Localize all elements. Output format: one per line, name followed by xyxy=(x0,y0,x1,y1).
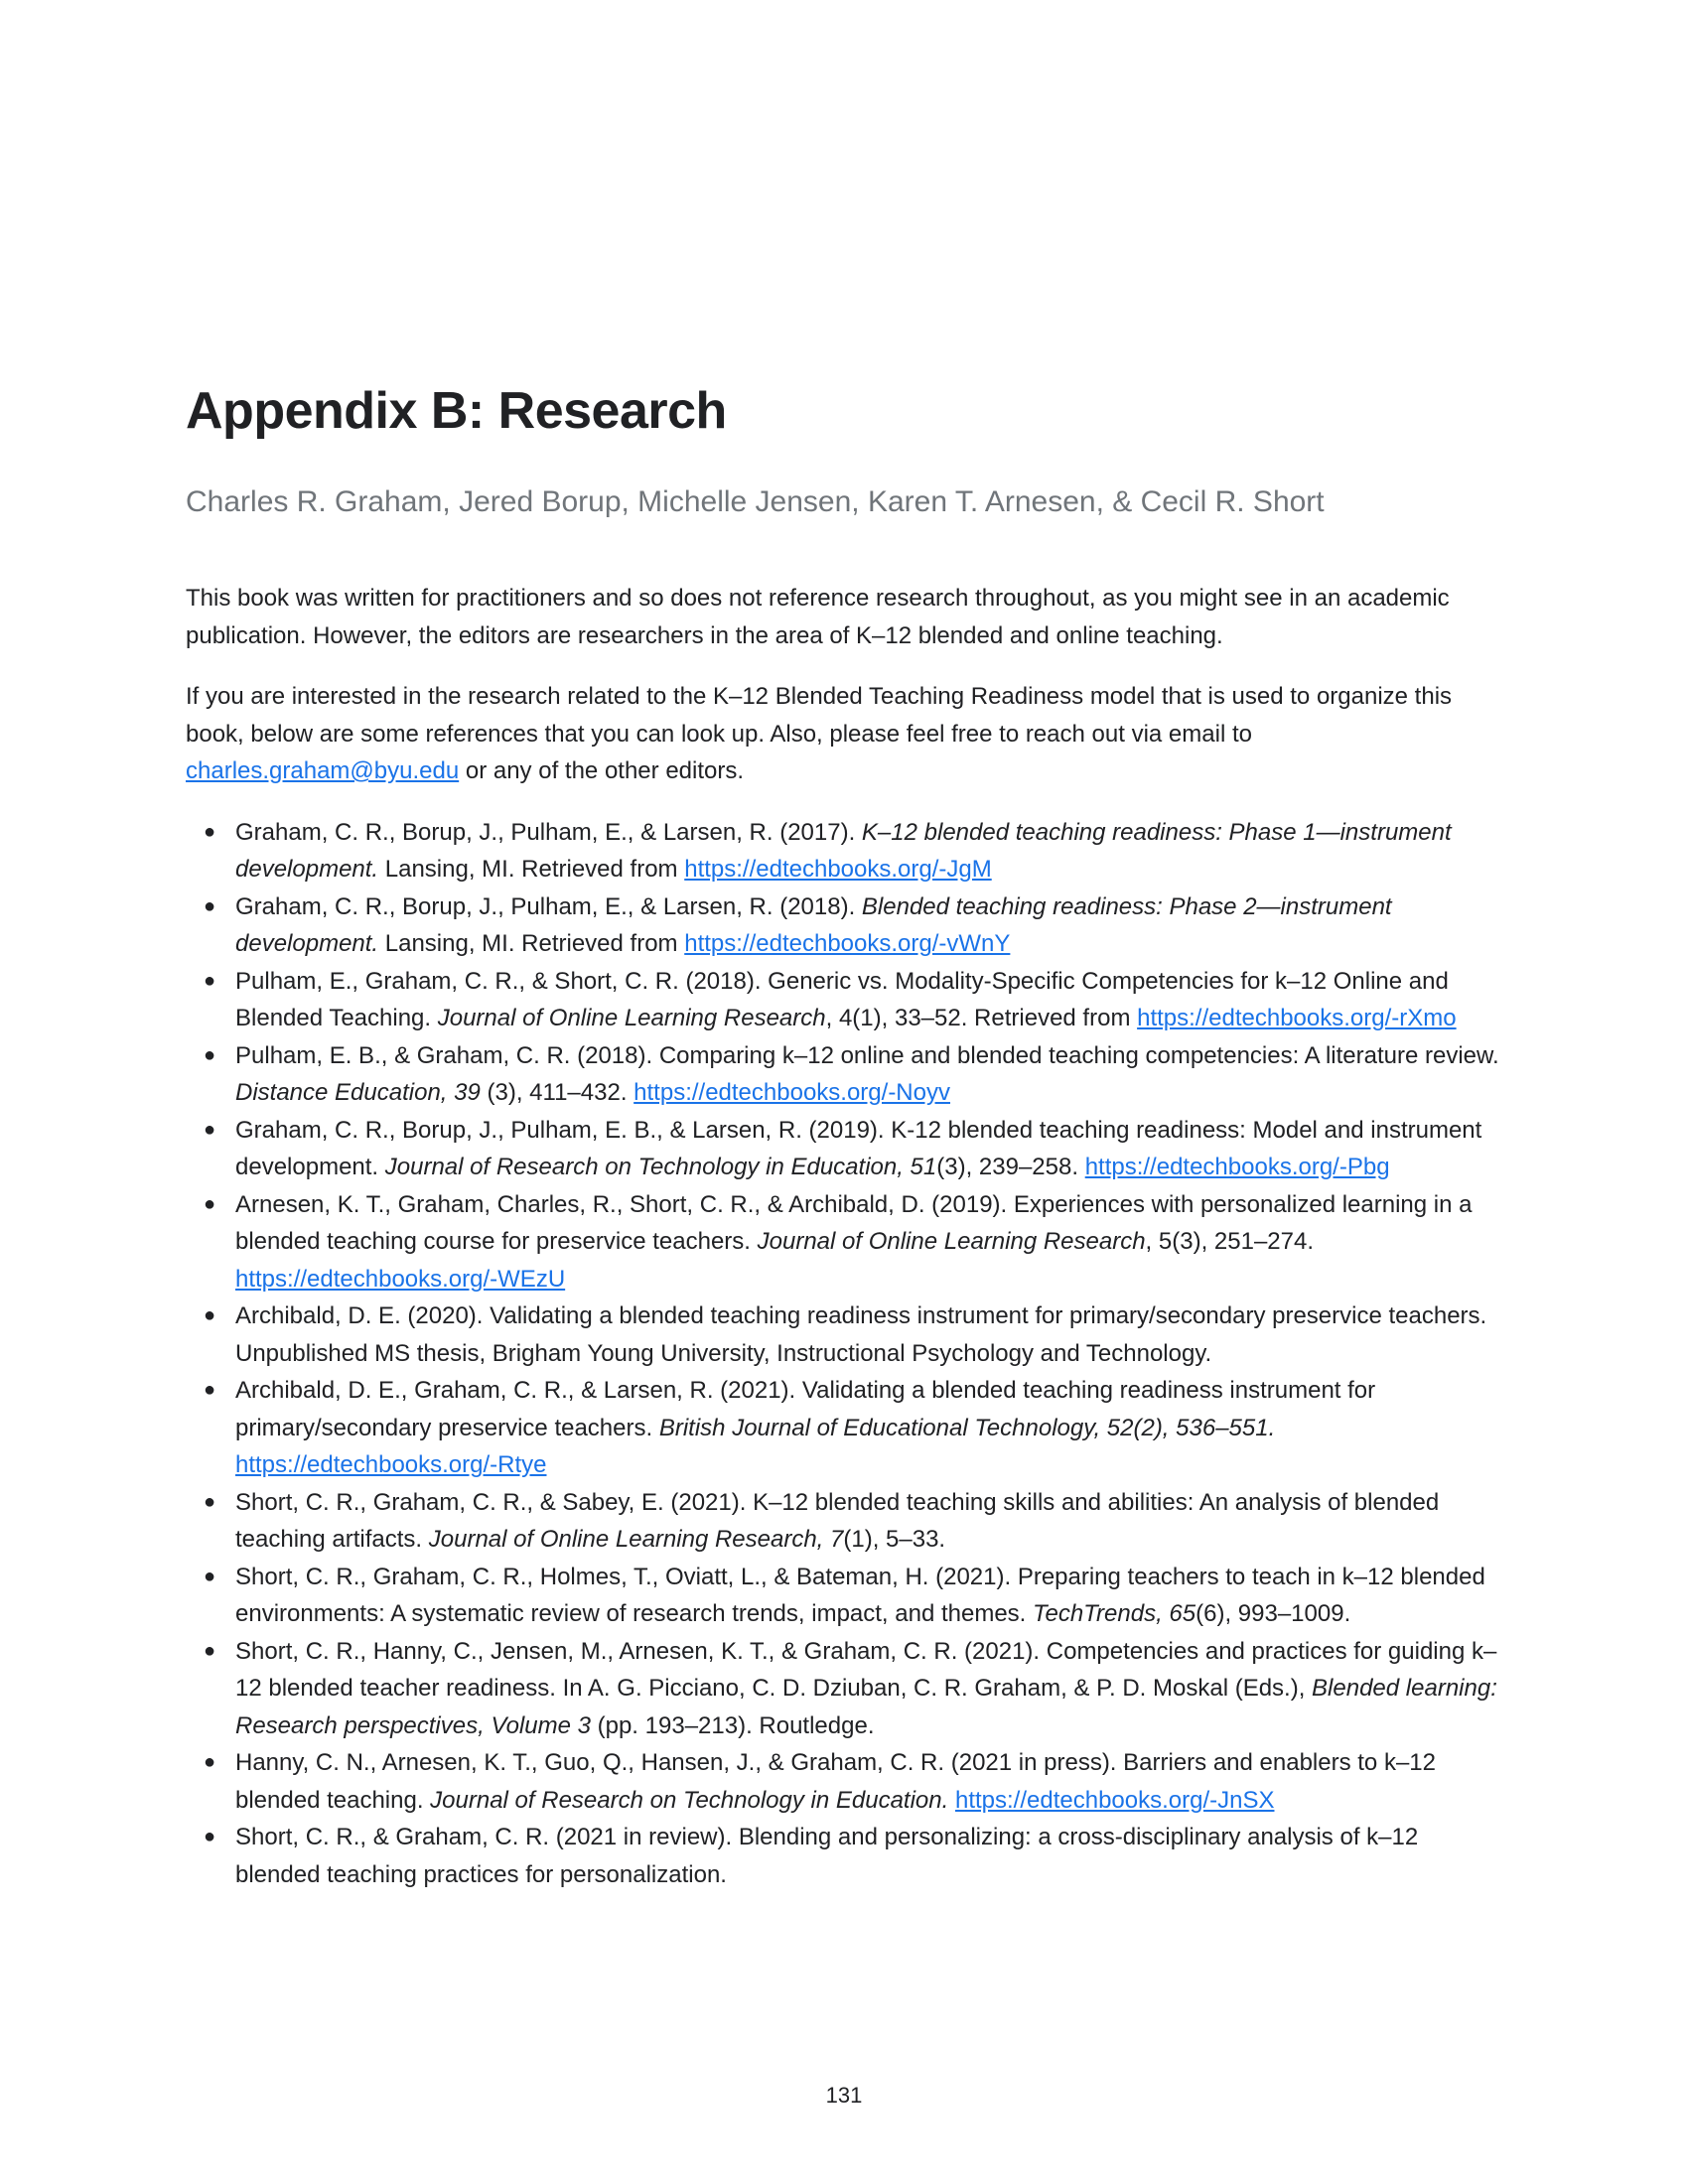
reference-link[interactable]: https://edtechbooks.org/-Noyv xyxy=(633,1079,950,1106)
authors-line: Charles R. Graham, Jered Borup, Michelle Jensen, Karen T. Arnesen, & Cecil R. Short xyxy=(186,485,1325,518)
intro-paragraph-1: This book was written for practitioners and so does not reference research throughout, as you might see in an academic publication. However, the editors are researchers in the area of K–12 blended and online teaching. xyxy=(186,585,1450,649)
reference-list xyxy=(186,814,1506,1894)
bullet-icon: ● xyxy=(204,1304,216,1326)
reference-text-cont: , 5(3), 251–274. xyxy=(1145,1228,1314,1255)
intro-paragraph-2-text: If you are interested in the research related to the K–12 Blended Teaching Readiness model that is used to organize this book, below are some references that you can look up. Also, please feel free to reach out via email to xyxy=(186,683,1453,748)
reference-italic: Blended learning: Research perspectives, Volume 3 xyxy=(235,1675,1497,1739)
reference-item xyxy=(186,1186,1506,1298)
reference-text-cont: (1), 5–33. xyxy=(843,1526,946,1553)
bullet-icon: ● xyxy=(204,1826,216,1847)
reference-text: Graham, C. R., Borup, J., Pulham, E., & Larsen, R. (2018). xyxy=(235,892,862,920)
reference-italic: Journal of Online Learning Research xyxy=(757,1228,1146,1255)
reference-link[interactable]: https://edtechbooks.org/-WEzU xyxy=(235,1265,566,1293)
reference-italic: Journal of Research on Technology in Education. xyxy=(430,1786,949,1814)
intro-paragraph-2 xyxy=(186,678,1506,790)
reference-text: Short, C. R., Graham, C. R., & Sabey, E. (2021). K–12 blended teaching skills and abilities: An analysis of blended teaching artifacts. xyxy=(235,1488,1440,1553)
reference-link[interactable]: https://edtechbooks.org/-JgM xyxy=(684,856,992,883)
reference-text-cont: , 4(1), 33–52. Retrieved from xyxy=(825,1005,1138,1031)
bullet-icon: ● xyxy=(204,1751,216,1773)
reference-text: Short, C. R., Hanny, C., Jensen, M., Arnesen, K. T., & Graham, C. R. (2021). Competencies and practices for guiding k–12 blended teacher readiness. In A. G. Picciano, C. D. Dziuban, C. R. Graham, & P. D. Moskal (Eds.), xyxy=(235,1637,1497,1702)
intro-paragraph-2-end: or any of the other editors. xyxy=(459,757,745,784)
reference-text: Graham, C. R., Borup, J., Pulham, E., & Larsen, R. (2017). xyxy=(235,818,862,846)
reference-italic: Journal of Online Learning Research, 7 xyxy=(428,1526,844,1553)
reference-link[interactable]: https://edtechbooks.org/-Rtye xyxy=(235,1451,547,1478)
bullet-icon: ● xyxy=(204,969,216,992)
reference-item xyxy=(186,1633,1506,1745)
reference-link[interactable]: https://edtechbooks.org/-Pbg xyxy=(1084,1154,1390,1180)
bullet-icon: ● xyxy=(204,1490,216,1513)
intro-section xyxy=(186,580,1506,790)
reference-link[interactable]: https://edtechbooks.org/-vWnY xyxy=(684,930,1011,957)
reference-item xyxy=(186,1744,1506,1819)
reference-text: Archibald, D. E., Graham, C. R., & Larsen, R. (2021). Validating a blended teaching readiness instrument for primary/secondary preservice teachers. xyxy=(235,1377,1376,1441)
reference-text: Short, C. R., & Graham, C. R. (2021 in review). Blending and personalizing: a cross-disciplinary analysis of k–12 blended teaching practices for personalization. xyxy=(235,1824,1419,1888)
bullet-icon: ● xyxy=(204,820,216,843)
reference-text-cont: Lansing, MI. Retrieved from xyxy=(378,930,685,957)
reference-link[interactable]: https://edtechbooks.org/-JnSX xyxy=(954,1786,1275,1814)
reference-italic: Distance Education, 39 xyxy=(235,1079,481,1106)
reference-italic: TechTrends, 65 xyxy=(1033,1600,1196,1627)
reference-item xyxy=(186,1297,1506,1372)
bullet-icon: ● xyxy=(204,1118,216,1141)
reference-text-cont: Lansing, MI. Retrieved from xyxy=(378,856,685,883)
reference-item xyxy=(186,1372,1506,1484)
reference-item xyxy=(186,1112,1506,1186)
reference-text-cont: (6), 993–1009. xyxy=(1196,1600,1351,1627)
reference-italic: Journal of Research on Technology in Education, 51 xyxy=(384,1154,937,1180)
reference-item xyxy=(186,963,1506,1037)
reference-text-cont: (3), 239–258. xyxy=(936,1154,1085,1180)
bullet-icon: ● xyxy=(204,1379,216,1401)
reference-text-cont: (pp. 193–213). Routledge. xyxy=(590,1711,875,1739)
page-title: Appendix B: Research xyxy=(186,382,727,440)
reference-text: Hanny, C. N., Arnesen, K. T., Guo, Q., Hansen, J., & Graham, C. R. (2021 in press). Barriers and enablers to k–12 blended teaching. xyxy=(235,1749,1436,1814)
page-number: 131 xyxy=(825,2083,863,2108)
reference-item xyxy=(186,1559,1506,1633)
reference-text: Pulham, E., Graham, C. R., & Short, C. R. (2018). Generic vs. Modality-Specific Competencies for k–12 Online and Blended Teaching. xyxy=(235,967,1449,1031)
reference-italic: K–12 blended teaching readiness: Phase 1—instrument development. xyxy=(235,818,1452,883)
reference-item xyxy=(186,1484,1506,1559)
reference-link[interactable]: https://edtechbooks.org/-rXmo xyxy=(1137,1005,1457,1031)
page-content xyxy=(186,381,1506,1893)
reference-text-cont: (3), 411–432. xyxy=(480,1079,634,1106)
bullet-icon: ● xyxy=(204,894,216,917)
reference-text: Short, C. R., Graham, C. R., Holmes, T., Oviatt, L., & Bateman, H. (2021). Preparing teachers to teach in k–12 blended environments: A systematic review of research trends, impact, and themes. xyxy=(235,1563,1485,1627)
bullet-icon: ● xyxy=(204,1043,216,1066)
reference-text: Graham, C. R., Borup, J., Pulham, E. B., & Larsen, R. (2019). K-12 blended teaching readiness: Model and instrument development. xyxy=(235,1116,1482,1180)
email-link[interactable]: charles.graham@byu.edu xyxy=(186,757,460,784)
bullet-icon: ● xyxy=(204,1639,216,1662)
reference-text: Archibald, D. E. (2020). Validating a blended teaching readiness instrument for primary/secondary preservice teachers. Unpublished MS thesis, Brigham Young University, Instructional Psychology and Technology. xyxy=(235,1302,1487,1367)
bullet-icon: ● xyxy=(204,1192,216,1215)
bullet-icon: ● xyxy=(204,1565,216,1587)
reference-item xyxy=(186,1037,1506,1112)
reference-italic: Blended teaching readiness: Phase 2—instrument development. xyxy=(235,892,1392,957)
reference-text: Pulham, E. B., & Graham, C. R. (2018). Comparing k–12 online and blended teaching competencies: A literature review. xyxy=(235,1041,1499,1069)
reference-text-cont xyxy=(948,1787,955,1814)
reference-italic: Journal of Online Learning Research xyxy=(437,1005,826,1031)
reference-item xyxy=(186,888,1506,963)
reference-item xyxy=(186,814,1506,888)
reference-italic: British Journal of Educational Technology, 52(2), 536–551. xyxy=(658,1414,1276,1441)
reference-item xyxy=(186,1819,1506,1893)
reference-text: Arnesen, K. T., Graham, Charles, R., Short, C. R., & Archibald, D. (2019). Experiences with personalized learning in a blended teaching course for preservice teachers. xyxy=(235,1190,1473,1255)
